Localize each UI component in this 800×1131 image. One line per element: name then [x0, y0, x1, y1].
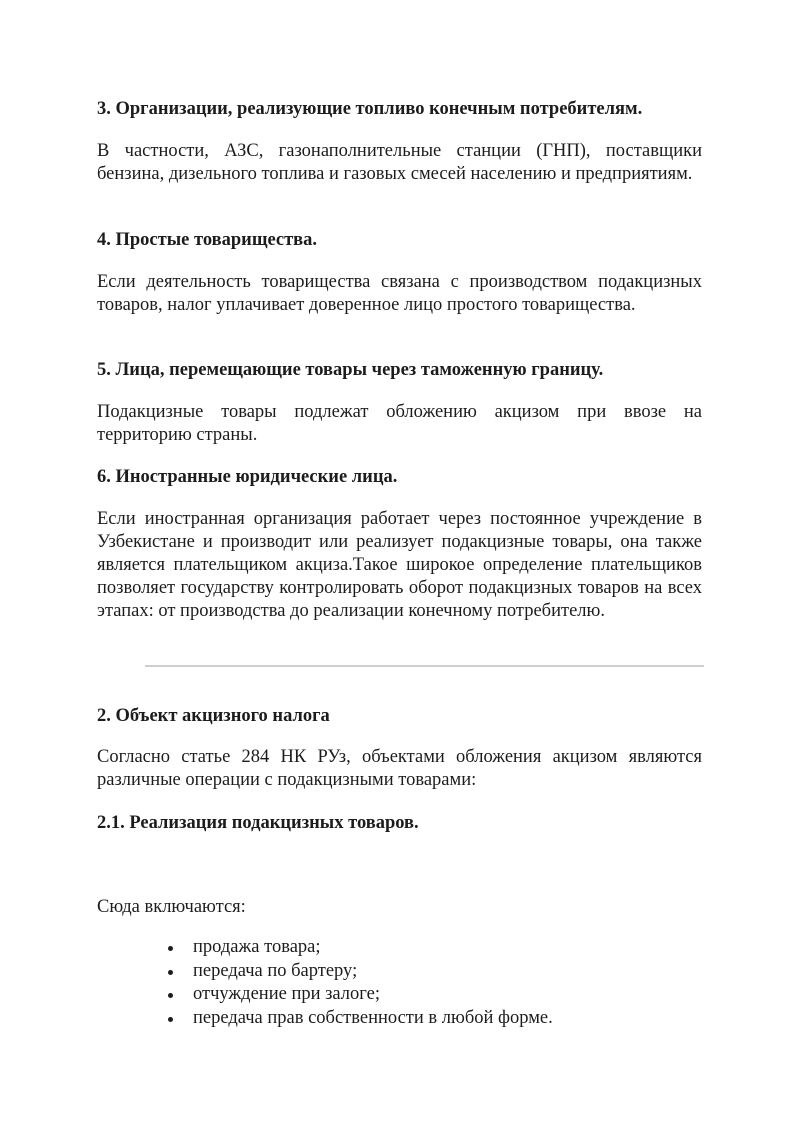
section-4-heading: 4. Простые товарищества.	[97, 230, 318, 250]
section-6-heading: 6. Иностранные юридические лица.	[97, 467, 398, 487]
object-section-body: Согласно статье 284 НК РУз, объектами обложения акцизом являются различные операции с подакцизными товарами:	[97, 747, 702, 790]
section-5-body: Подакцизные товары подлежат обложению акцизом при ввозе на территорию страны.	[97, 402, 702, 445]
operations-list	[165, 936, 553, 1030]
object-section-heading: 2. Объект акцизного налога	[97, 706, 330, 726]
list-item: отчуждение при залоге;	[165, 983, 553, 1007]
list-item: передача по бартеру;	[165, 960, 553, 984]
section-4-body: Если деятельность товарищества связана с производством подакцизных товаров, налог уплачивает доверенное лицо простого товарищества.	[97, 272, 702, 315]
object-list-intro: Сюда включаются:	[97, 897, 246, 917]
section-3-heading: 3. Организации, реализующие топливо конечным потребителям.	[97, 99, 643, 119]
section-6-body: Если иностранная организация работает через постоянное учреждение в Узбекистане и производит или реализует подакцизные товары, она также является плательщиком акциза.Такое широкое определение плательщиков позволяет государству контролировать оборот подакцизных товаров на всех этапах: от производства до реализации конечному потребителю.	[97, 509, 702, 621]
section-5-heading: 5. Лица, перемещающие товары через таможенную границу.	[97, 360, 604, 380]
section-3-body: В частности, АЗС, газонаполнительные станции (ГНП), поставщики бензина, дизельного топлива и газовых смесей населению и предприятиям.	[97, 141, 702, 184]
horizontal-divider	[145, 665, 704, 667]
object-subsection-heading: 2.1. Реализация подакцизных товаров.	[97, 813, 419, 833]
list-item: передача прав собственности в любой форме.	[165, 1007, 553, 1031]
list-item: продажа товара;	[165, 936, 553, 960]
